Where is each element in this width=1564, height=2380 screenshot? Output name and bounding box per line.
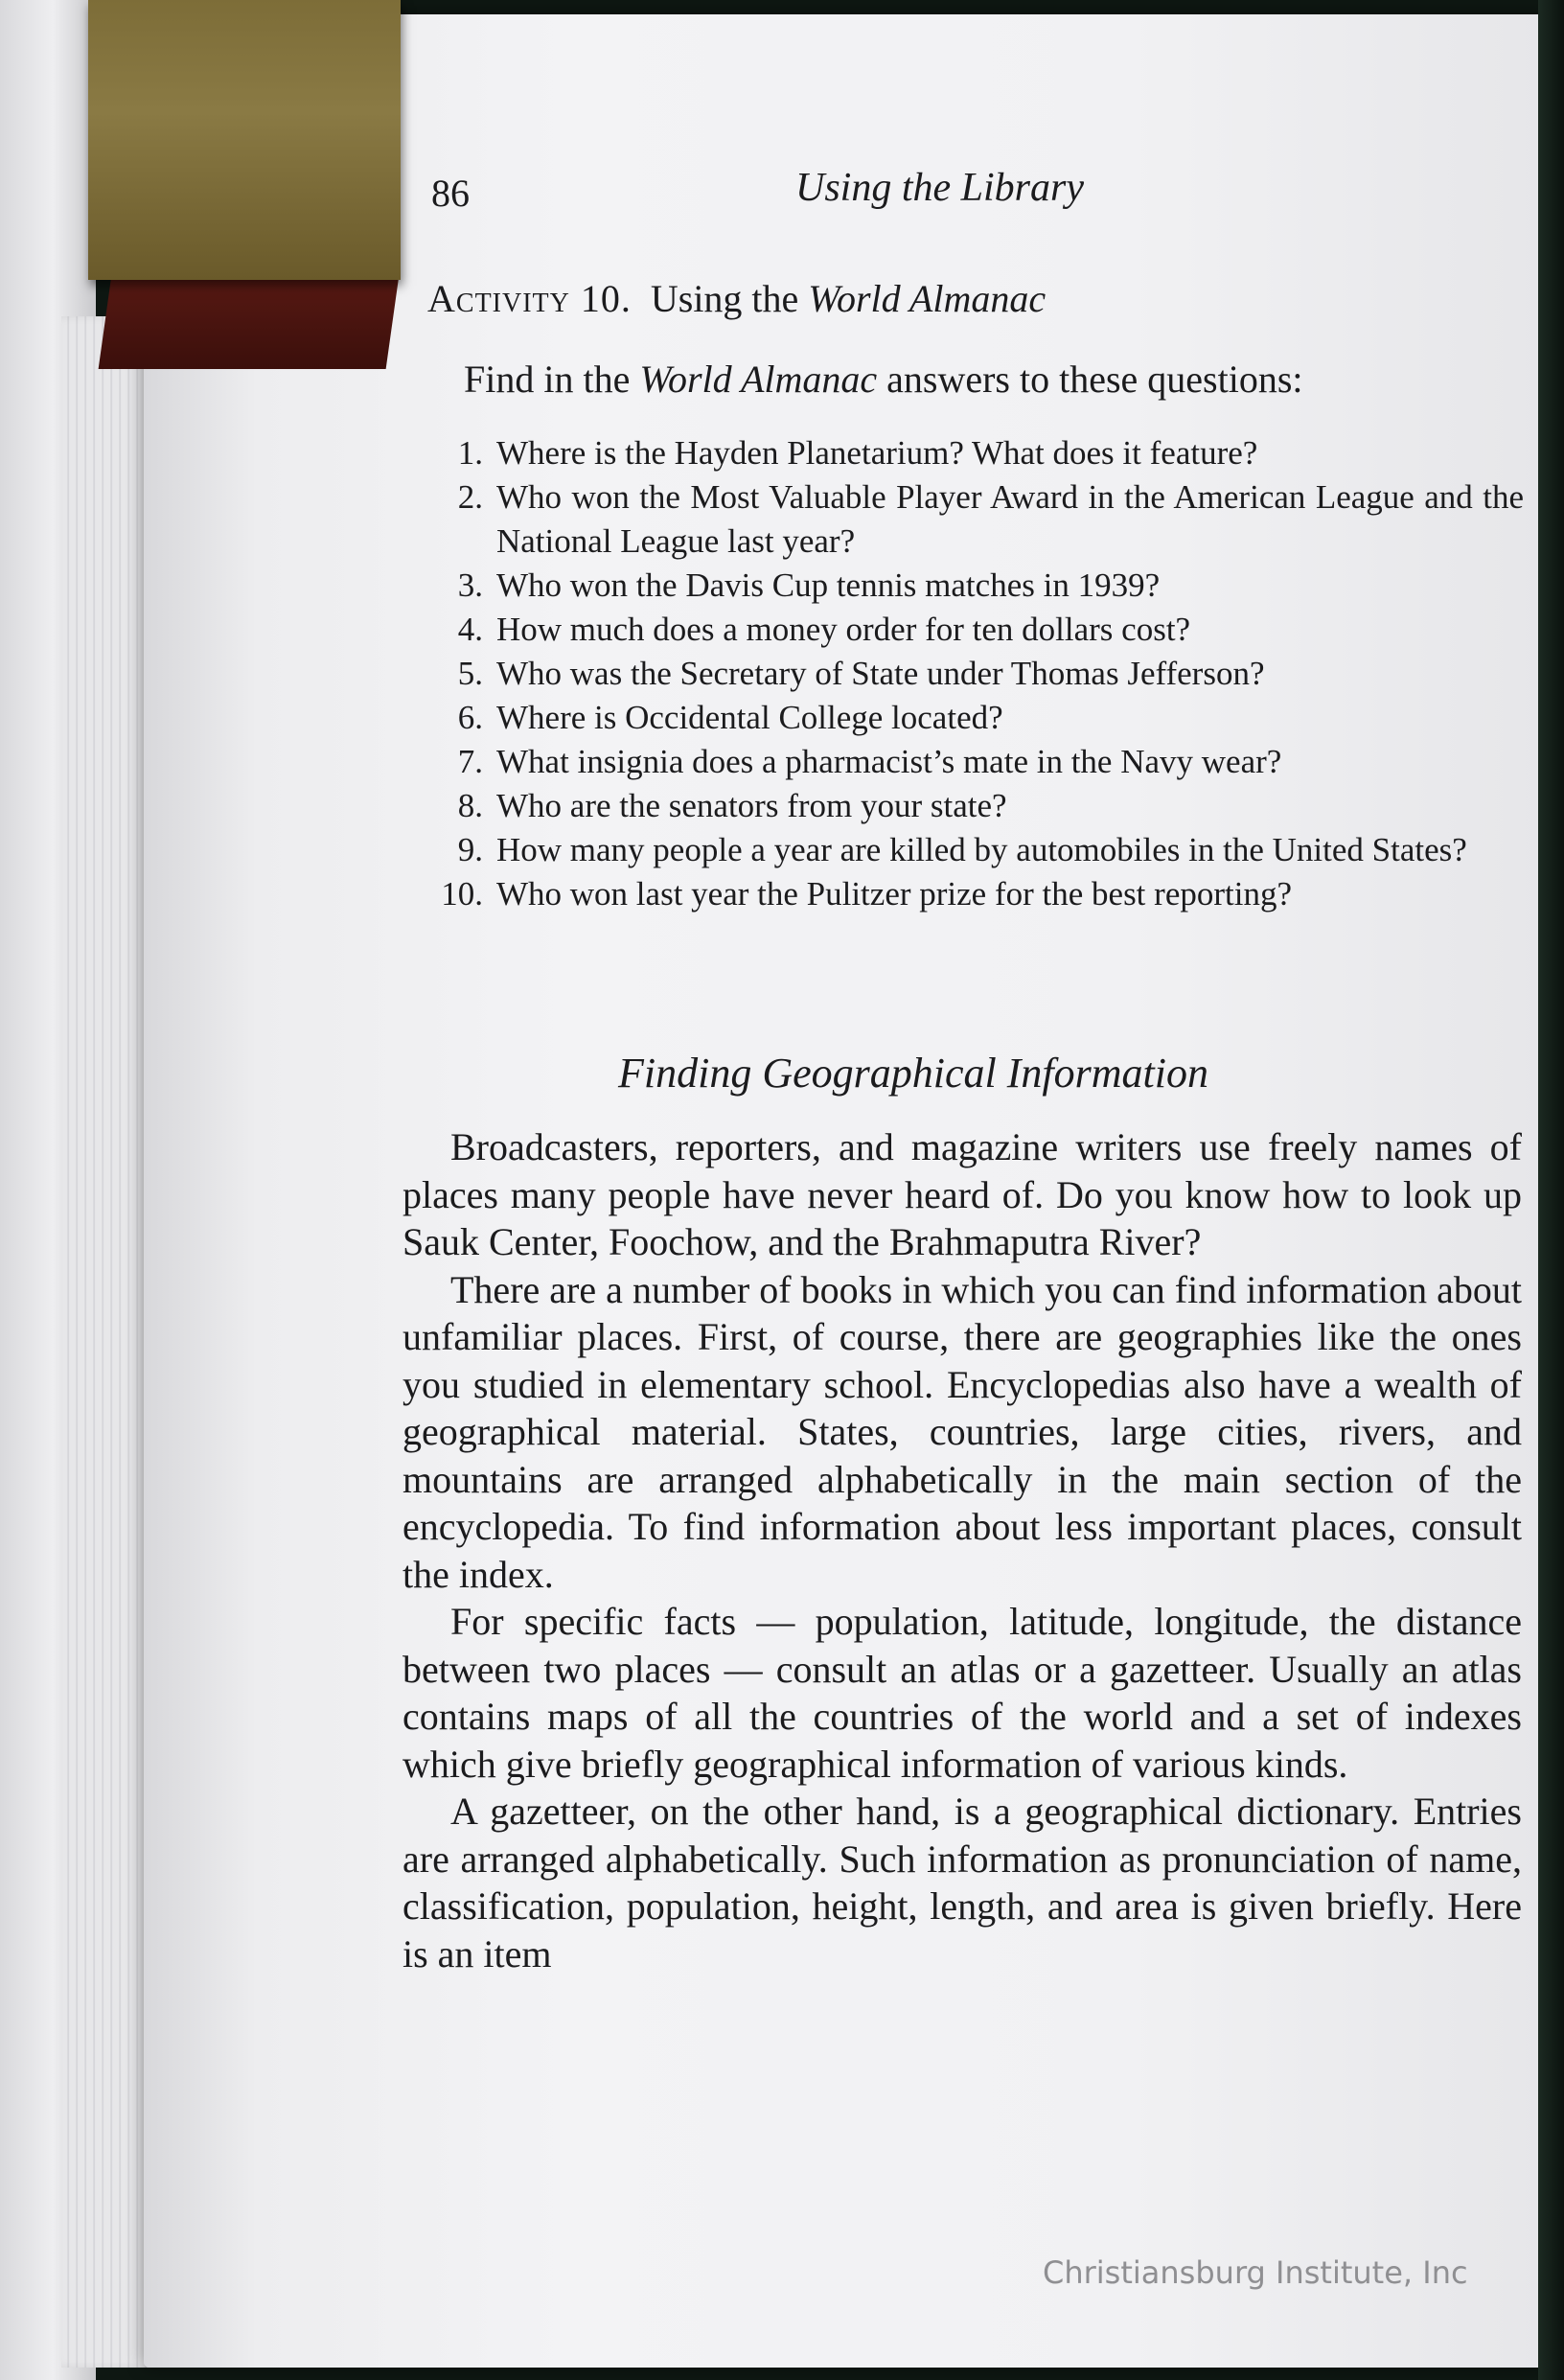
body-text bbox=[402, 1123, 1522, 1977]
question-number: 6. bbox=[457, 699, 483, 736]
list-item bbox=[412, 564, 1524, 608]
paragraph: A gazetteer, on the other hand, is a geographical dictionary. Entries are arranged alphabetically. Such information as pronunciation of name, classification, population, height, length, and area is given briefly. Here is an item bbox=[402, 1790, 1522, 1976]
activity-title-prefix: Using the bbox=[650, 277, 809, 320]
list-item bbox=[412, 608, 1524, 652]
activity-label: Activity 10. bbox=[427, 277, 632, 320]
question-text: Who won the Davis Cup tennis matches in 1939? bbox=[496, 566, 1161, 604]
paragraph: For specific facts — population, latitude, longitude, the distance between two places — consult an atlas or a gazetteer. Usually an atlas contains maps of all the countries of the world and a set of indexes which give briefly geographical information of various kinds. bbox=[402, 1600, 1522, 1786]
list-item bbox=[412, 872, 1524, 916]
activity-heading bbox=[427, 276, 1046, 321]
list-item bbox=[412, 696, 1524, 740]
bookmark-tab bbox=[88, 0, 401, 280]
bookmark-shadow bbox=[99, 268, 401, 369]
question-text: Who won the Most Valuable Player Award in the American League and the National League last year? bbox=[496, 478, 1524, 560]
page-number: 86 bbox=[431, 172, 470, 215]
question-number: 8. bbox=[457, 787, 483, 824]
intro-italic: World Almanac bbox=[639, 358, 878, 401]
question-number: 9. bbox=[457, 831, 483, 868]
list-item bbox=[412, 828, 1524, 872]
list-item bbox=[412, 784, 1524, 828]
book-cover-edge bbox=[1538, 0, 1564, 2380]
list-item bbox=[412, 431, 1524, 475]
paragraph: Broadcasters, reporters, and magazine writers use freely names of places many people have never heard of. Do you know how to look up Sauk Center, Foochow, and the Brahmaputra River? bbox=[402, 1125, 1522, 1263]
question-number: 10. bbox=[441, 875, 483, 913]
intro-prefix: Find in the bbox=[464, 358, 640, 401]
question-number: 2. bbox=[457, 478, 483, 516]
question-text: Who won last year the Pulitzer prize for the best reporting? bbox=[496, 875, 1292, 913]
question-text: What insignia does a pharmacist’s mate in the Navy wear? bbox=[496, 743, 1282, 780]
question-text: How many people a year are killed by automobiles in the United States? bbox=[496, 831, 1467, 868]
question-number: 1. bbox=[457, 434, 483, 472]
paragraph: There are a number of books in which you can find information about unfamiliar places. First, of course, there are geographies like the ones you studied in elementary school. Encyclopedias also have a wealth of geographical material. States, countries, large cities, rivers, and mountains are arranged alphabetically in the main section of the encyclopedia. To find information about less important places, consult the index. bbox=[402, 1267, 1522, 1596]
intro-line bbox=[464, 357, 1303, 402]
question-text: Where is Occidental College located? bbox=[496, 699, 1003, 736]
question-number: 3. bbox=[457, 566, 483, 604]
running-title: Using the Library bbox=[795, 166, 1085, 210]
question-text: Who was the Secretary of State under Thomas Jefferson? bbox=[496, 655, 1265, 692]
question-text: Who are the senators from your state? bbox=[496, 787, 1007, 824]
question-text: How much does a money order for ten dollars cost? bbox=[496, 611, 1191, 648]
question-number: 7. bbox=[457, 743, 483, 780]
question-number: 5. bbox=[457, 655, 483, 692]
watermark: Christiansburg Institute, Inc bbox=[1043, 2254, 1468, 2291]
list-item bbox=[412, 652, 1524, 696]
question-number: 4. bbox=[457, 611, 483, 648]
section-heading: Finding Geographical Information bbox=[618, 1050, 1208, 1097]
question-list bbox=[412, 431, 1524, 916]
intro-suffix: answers to these questions: bbox=[877, 358, 1303, 401]
list-item bbox=[412, 740, 1524, 784]
activity-title-italic: World Almanac bbox=[808, 277, 1046, 320]
question-text: Where is the Hayden Planetarium? What does it feature? bbox=[496, 434, 1258, 472]
list-item bbox=[412, 475, 1524, 564]
